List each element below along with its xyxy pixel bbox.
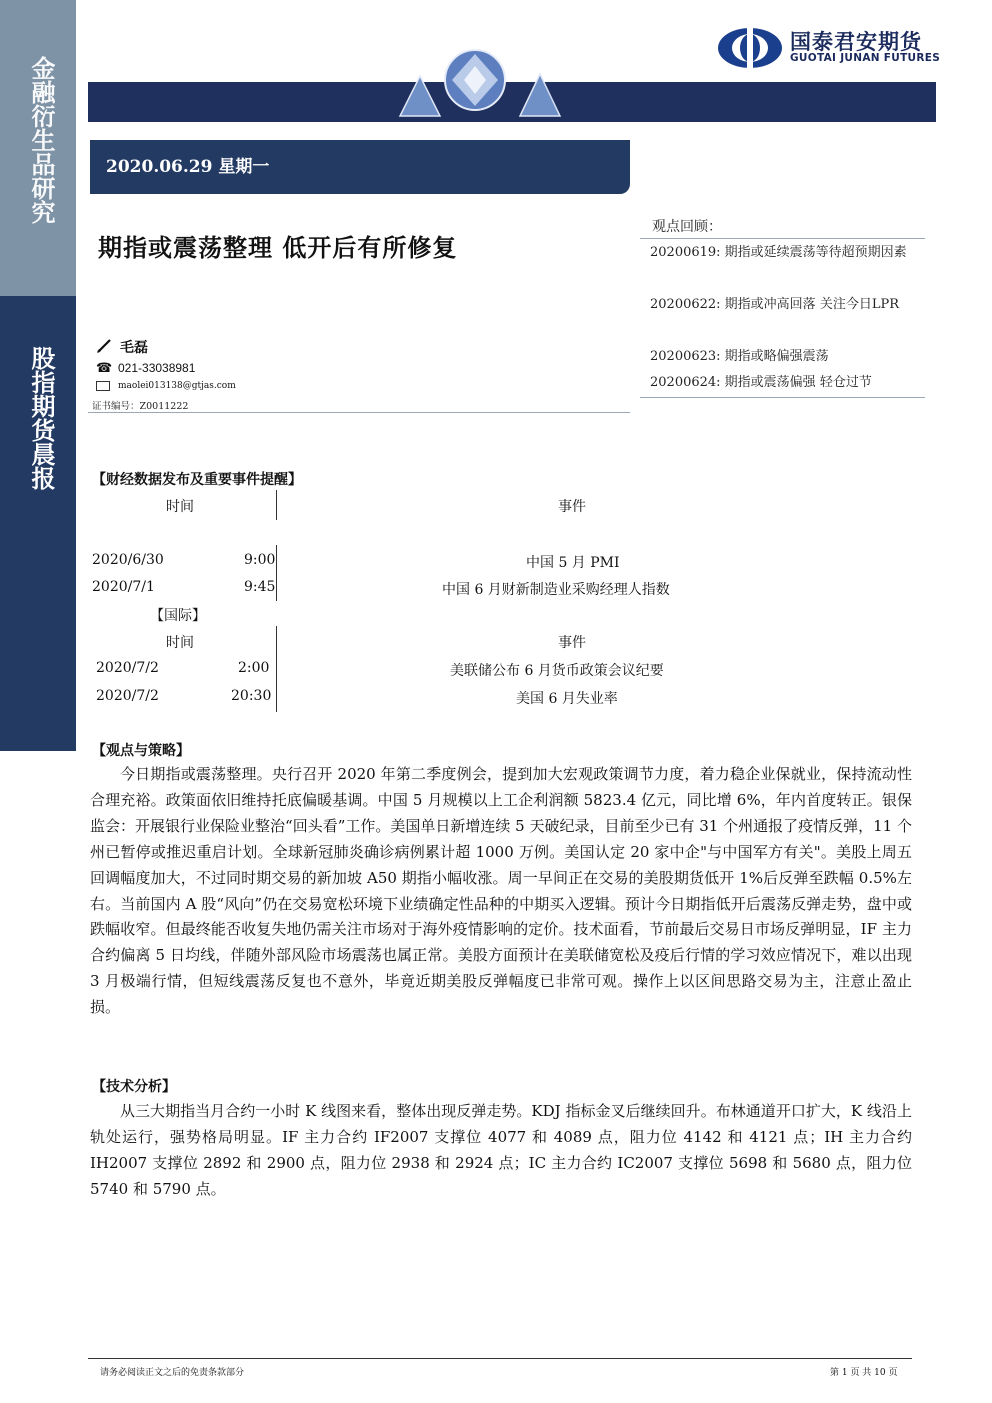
footer-page-number: 第 1 页 共 10 页 [830, 1368, 898, 1378]
table-divider [276, 490, 277, 520]
mail-icon [96, 381, 110, 391]
sidebar-category-label: 金融衍生品研究 [27, 56, 55, 224]
footer-divider [88, 1358, 912, 1359]
pen-icon [95, 337, 113, 355]
author-name: 毛磊 [120, 340, 148, 356]
phone-icon: ☎ [96, 361, 113, 376]
views-paragraph: 今日期指或震荡整理。央行召开 2020 年第二季度例会，提到加大宏观政策调节力度，着力稳企业保就业，保持流动性合理充裕。政策面依旧维持托底偏暖基调。中国 5 月规模以上工企利润额 5823.4 亿元，同比增 6%，年内首度转正。银保监会：开展银行业保险业整治“回头看”工作。美国单日新增连续 5 天破纪录，目前至少已有 31 个州通报了疫情反弹，11 个州已暂停或推迟重启计划。全球新冠肺炎确诊病例累计超 1000 万例。美国认定 20 家中企"与中国军方有关"。美股上周五回调幅度加大，不过同时期交易的新加坡 A50 期指小幅收涨。周一早间正在交易的美股期货低开 1%后反弹至跌幅 0.5%左右。当前国内 A 股“风向”仍在交易宽松环境下业绩确定性品种的中期买入逻辑。预计今日期指低开后震荡反弹走势，盘中或跌幅收窄。但最终能否收复失地仍需关注市场对于海外疫情影响的定价。技术面看，节前最后交易日市场反弹明显，IF 主力合约偏离 5 日均线，伴随外部风险市场震荡也属正常。美股方面预计在美联储宽松及疫后行情的学习效应情况下，难以出现 3 月极端行情，但短线震荡反复也不意外，毕竟近期美股反弹幅度已非常可观。操作上以区间思路交易为主，注意止盈止损。 [90, 765, 912, 1017]
table-divider [276, 545, 277, 601]
review-item: 20200623: 期指或略偏强震荡 [650, 349, 829, 364]
author-phone: 021-33038981 [118, 361, 196, 375]
author-divider [88, 412, 630, 413]
company-logo-icon [716, 26, 784, 70]
report-title: 期指或震荡整理 低开后有所修复 [98, 234, 458, 262]
author-email: maolei013138@gtjas.com [118, 381, 236, 391]
event-name: 美国 6 月失业率 [516, 691, 618, 707]
company-name-cn: 国泰君安期货 [790, 30, 922, 54]
event-name: 美联储公布 6 月货币政策会议纪要 [450, 663, 664, 679]
column-header-event: 事件 [558, 499, 586, 515]
event-time: 20:30 [231, 688, 272, 704]
review-item: 20200619: 期指或延续震荡等待超预期因素 [650, 245, 907, 260]
review-item: 20200624: 期指或震荡偏强 轻仓过节 [650, 375, 872, 390]
event-time: 9:00 [244, 552, 276, 568]
sidebar-report-type-label: 股指期货晨报 [27, 346, 55, 490]
tech-heading: 【技术分析】 [92, 1079, 176, 1095]
footer-disclaimer: 请务必阅读正文之后的免责条款部分 [100, 1368, 245, 1378]
review-item: 20200622: 期指或冲高回落 关注今日LPR [650, 297, 899, 312]
tech-paragraph: 从三大期指当月合约一小时 K 线图来看，整体出现反弹走势。KDJ 指标金叉后继续回升。布林通道开口扩大，K 线沿上轨处运行，强势格局明显。IF 主力合约 IF2007 支撑位 4077 和 4089 点，阻力位 4142 和 4121 点；IH 主力合约 IH2007 支撑位 2892 和 2900 点，阻力位 2938 和 2924 点；IC 主力合约 IC2007 支撑位 5698 和 5680 点，阻力位 5740 和 5790 点。 [90, 1102, 912, 1198]
international-label: 【国际】 [150, 608, 206, 624]
event-time: 9:45 [244, 579, 276, 595]
table-divider [276, 626, 277, 712]
views-heading: 【观点与策略】 [92, 743, 190, 759]
calendar-heading: 【财经数据发布及重要事件提醒】 [92, 472, 302, 488]
event-date: 2020/6/30 [92, 552, 164, 568]
event-date: 2020/7/2 [96, 660, 159, 676]
event-date: 2020/7/2 [96, 688, 159, 704]
report-date: 2020.06.29 星期一 [90, 140, 630, 194]
column-header-time: 时间 [166, 635, 194, 651]
column-header-time: 时间 [166, 499, 194, 515]
review-divider [640, 238, 925, 239]
event-time: 2:00 [238, 660, 270, 676]
event-date: 2020/7/1 [92, 579, 155, 595]
review-heading: 观点回顾： [652, 219, 722, 235]
event-name: 中国 6 月财新制造业采购经理人指数 [442, 582, 670, 598]
company-name-en: GUOTAI JUNAN FUTURES [790, 52, 941, 64]
event-name: 中国 5 月 PMI [526, 555, 620, 571]
column-header-event: 事件 [558, 635, 586, 651]
author-certificate: 证书编号：Z0011222 [92, 401, 189, 412]
review-divider [640, 397, 925, 398]
gem-icon [380, 46, 570, 124]
